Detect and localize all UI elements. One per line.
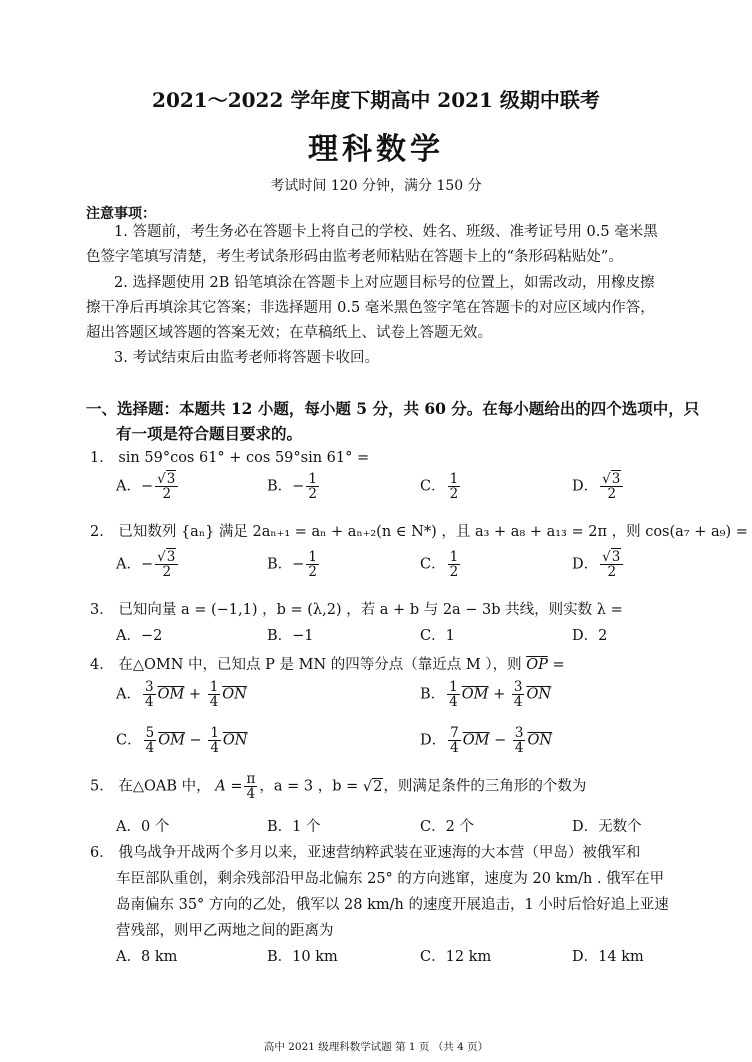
numerator: 1 [308, 471, 317, 487]
exam-title: 2021～2022 学年度下期高中 2021 级期中联考 [152, 88, 600, 112]
q1-option-d [572, 472, 625, 501]
vector-on: $\overline{ON}$ [222, 686, 247, 703]
question-number: 6． [90, 845, 114, 861]
option-text: 12 km [445, 949, 492, 965]
vector-om: $\overline{OM}$ [461, 686, 489, 703]
fraction [448, 472, 461, 501]
q5-option-d [572, 815, 642, 836]
minus-sign: − [140, 556, 154, 573]
option-label: B． [267, 949, 293, 965]
minus: − [189, 732, 202, 749]
q6-line-4: 营残部，则甲乙两地之间的距离为 [116, 923, 334, 939]
option-label: B． [267, 556, 293, 573]
question-number: 4． [90, 657, 114, 673]
q4-option-c [116, 726, 247, 755]
denominator: 2 [607, 564, 617, 581]
subject-title: 理科数学 [308, 132, 444, 167]
radicand: 3 [611, 549, 621, 565]
fraction: $\frac{√3}{2}$ [155, 472, 178, 501]
fraction: $\frac{3}{4}$ [144, 679, 154, 711]
denominator: 2 [308, 564, 317, 581]
q2-option-b [267, 550, 321, 579]
vector-om: $\overline{OM}$ [158, 732, 185, 749]
option-label: A． [116, 686, 141, 703]
fraction: $\frac{3}{4}$ [513, 679, 523, 711]
q6-option-c [420, 945, 491, 966]
option-text: −2 [140, 628, 163, 644]
q6-line-3: 岛南偏东 35° 方向的乙处，俄军以 28 km/h 的速度开展追击，1 小时后恰好追上亚速 [116, 897, 669, 913]
fraction: $\frac{1}{4}$ [210, 725, 219, 757]
question-stem: sin 59°cos 61° + cos 59°sin 61° = [118, 450, 370, 466]
denominator: 2 [162, 486, 172, 503]
option-text: 1 [445, 628, 455, 644]
denominator: 2 [162, 564, 172, 581]
option-label: C． [420, 819, 446, 835]
q3-option-a [116, 624, 162, 645]
option-text: 0 个 [140, 819, 170, 835]
radicand: 3 [166, 549, 176, 565]
stem-line-1: 俄乌战争开战两个多月以来，亚速营纳粹武装在亚速海的大本营（甲岛）被俄军和 [118, 845, 641, 861]
option-text: −1 [292, 628, 314, 644]
option-label: C． [420, 478, 446, 495]
plus: + [188, 686, 202, 703]
option-text: 10 km [292, 949, 338, 965]
option-label: A． [116, 628, 141, 644]
fraction: $\frac{√3}{2}$ [155, 550, 178, 579]
section-1-heading: 一、选择题：本题共 12 小题，每小题 5 分，共 60 分。在每小题给出的四个选项中，只 [86, 399, 700, 418]
equals: = [547, 657, 565, 673]
q6-line-2: 车臣部队重创，剩余残部沿甲岛北偏东 25° 的方向逃窜，速度为 20 km/h . 俄军在甲 [116, 871, 665, 887]
q1-option-a [116, 472, 180, 501]
question-number: 1． [90, 450, 114, 466]
question-5 [90, 772, 586, 801]
plus: + [493, 686, 506, 703]
q2-option-d [572, 550, 625, 579]
fraction: $\frac{1}{4}$ [449, 679, 458, 711]
vector-op: $\overline{OP}$ [526, 657, 548, 673]
note-2-line-3: 超出答题区域答题的答案无效；在草稿纸上、试卷上答题无效。 [86, 325, 492, 341]
denominator: 2 [607, 486, 617, 503]
vector-on: $\overline{ON}$ [527, 732, 553, 749]
option-text: 无数个 [598, 819, 642, 835]
question-3 [90, 598, 623, 619]
notes-heading: 注意事项： [86, 206, 156, 222]
section-1-subheading: 有一项是符合题目要求的。 [116, 424, 303, 443]
question-number: 3． [90, 602, 114, 618]
fraction: $\frac{5}{4}$ [145, 725, 155, 757]
option-label: D． [572, 628, 599, 644]
vector-on: $\overline{ON}$ [222, 732, 248, 749]
fraction [306, 472, 319, 501]
question-1 [90, 446, 369, 467]
minus: − [494, 732, 507, 749]
question-stem: 在△OMN 中，已知点 P 是 MN 的四等分点（靠近点 M ），则 [118, 657, 522, 673]
note-2-line-1: 2. 选择题使用 2B 铅笔填涂在答题卡上对应题目标号的位置上，如需改动，用橡皮擦 [114, 275, 655, 291]
q4-option-b [420, 680, 551, 709]
sqrt: √2 [362, 778, 383, 795]
fraction: $\frac{1}{4}$ [209, 679, 219, 711]
denominator: 2 [449, 486, 459, 503]
page-footer: 高中 2021 级理科数学试题 第 1 页 （共 4 页） [263, 1041, 489, 1053]
minus-sign: − [292, 478, 305, 495]
q3-option-c [420, 624, 455, 645]
note-1-line-1: 1. 答题前，考生务必在答题卡上将自己的学校、姓名、班级、准考证号用 0.5 毫米黑 [114, 224, 658, 240]
fraction: $\frac{√3}{2}$ [600, 550, 623, 579]
option-text: 8 km [140, 949, 178, 965]
q1-option-c [420, 472, 462, 501]
option-label: C． [420, 949, 446, 965]
q5-option-c [420, 815, 474, 836]
question-2 [90, 520, 748, 541]
minus-sign: − [292, 556, 305, 573]
option-label: B． [267, 628, 293, 644]
question-number: 2． [90, 524, 114, 540]
question-6 [90, 841, 640, 862]
option-label: C． [420, 628, 446, 644]
q3-option-d [572, 624, 607, 645]
stem-post: ，则满足条件的三角形的个数为 [383, 778, 587, 795]
minus-sign: − [140, 478, 154, 495]
option-label: B． [420, 686, 446, 703]
option-label: D． [420, 732, 447, 749]
q2-option-c [420, 550, 462, 579]
option-label: D． [572, 556, 599, 573]
vector-om: $\overline{OM}$ [462, 732, 490, 749]
question-4 [90, 653, 565, 674]
option-label: A． [116, 556, 141, 573]
question-stem: 已知数列 {aₙ} 满足 2aₙ₊₁ = aₙ + aₙ₊₂(n ∈ N*) ，且 a₃ + a₈ + a₁₃ = 2π ，则 cos(a₇ + a₉) = [118, 524, 748, 540]
fraction [448, 550, 461, 579]
q5-option-a [116, 815, 169, 836]
q6-option-d [572, 945, 644, 966]
option-text: 1 个 [292, 819, 321, 835]
option-text: 2 个 [445, 819, 474, 835]
option-label: B． [267, 478, 293, 495]
question-number: 5． [90, 778, 114, 795]
fraction: $\frac{3}{4}$ [514, 725, 524, 757]
radicand: 3 [166, 471, 176, 487]
numerator: 1 [449, 549, 459, 565]
option-label: D． [572, 819, 599, 835]
exam-info: 考试时间 120 分钟，满分 150 分 [270, 178, 482, 194]
q1-option-b [267, 472, 321, 501]
option-label: B． [267, 819, 293, 835]
note-2-line-2: 擦干净后再填涂其它答案；非选择题用 0.5 毫米黑色签字笔在答题卡的对应区域内作答， [86, 300, 655, 316]
q6-option-a [116, 945, 177, 966]
fraction: $\frac{\pi}{4}$ [246, 771, 256, 803]
q5-option-b [267, 815, 321, 836]
option-label: A． [116, 478, 141, 495]
fraction [306, 550, 319, 579]
option-label: A． [116, 949, 141, 965]
denominator: 2 [449, 564, 459, 581]
vector-on: $\overline{ON}$ [526, 686, 552, 703]
q6-option-b [267, 945, 338, 966]
option-label: C． [420, 556, 446, 573]
q4-option-a [116, 680, 247, 709]
denominator: 2 [308, 486, 317, 503]
option-text: 2 [598, 628, 608, 644]
option-label: A． [116, 819, 141, 835]
note-1-line-2: 色签字笔填写清楚，考生考试条形码由监考老师粘贴在答题卡上的“条形码粘贴处”。 [86, 249, 623, 265]
option-label: D． [572, 478, 599, 495]
numerator: 1 [449, 471, 459, 487]
q2-option-a [116, 550, 180, 579]
stem-mid: ，a = 3 ，b = [259, 778, 359, 795]
radicand: 3 [611, 471, 621, 487]
option-text: 14 km [598, 949, 644, 965]
numerator: 1 [308, 549, 317, 565]
option-label: D． [572, 949, 599, 965]
option-label: C． [116, 732, 142, 749]
q3-option-b [267, 624, 314, 645]
question-stem: 已知向量 a = (−1,1) ，b = (λ,2) ，若 a + b 与 2a − 3b 共线，则实数 λ = [118, 602, 623, 618]
note-3: 3. 考试结束后由监考老师将答题卡收回。 [114, 350, 379, 366]
vector-om: $\overline{OM}$ [157, 686, 185, 703]
angle-a: A = [215, 778, 243, 795]
stem-pre: 在△OAB 中， [118, 778, 211, 795]
fraction: $\frac{7}{4}$ [450, 725, 459, 757]
q4-option-d [420, 726, 552, 755]
fraction: $\frac{√3}{2}$ [600, 472, 623, 501]
